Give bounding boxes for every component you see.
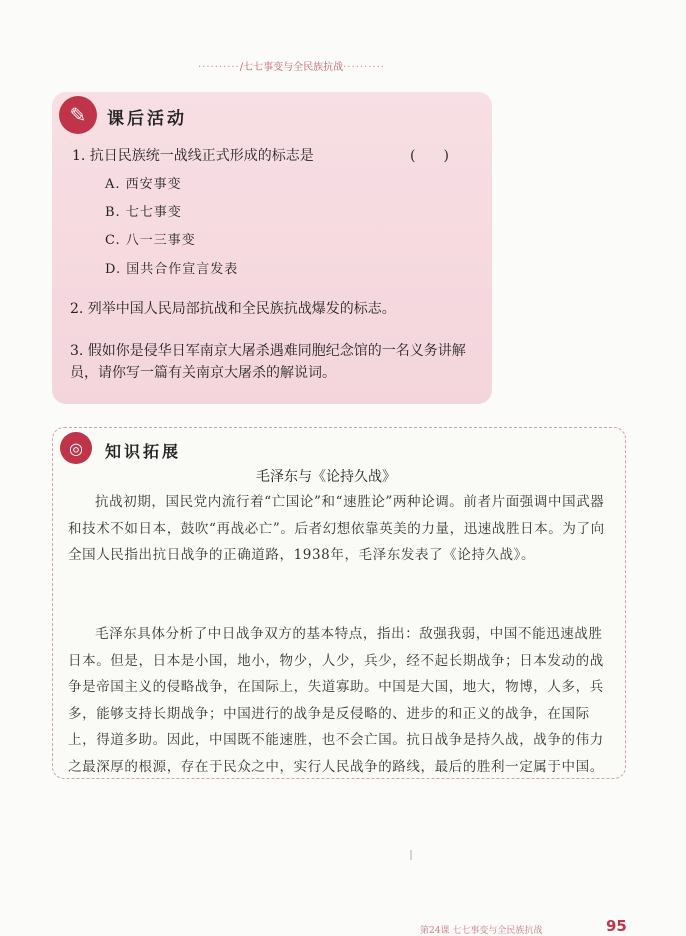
answer-bracket: ( ) [410,148,449,164]
article-paragraph-2: 毛泽东具体分析了中日战争双方的基本特点，指出：敌强我弱，中国不能迅速战胜日本。但是，日本是小国，地小，物少，人少，兵少，经不起长期战争；日本发动的战争是帝国主义的侵略战争，在国际上，失道寡助。中国是大国，地大，物博，人多，兵多，能够支持长期战争；中国进行的战争是反侵略的、进步的和正义的战争，在国际上，得道多助。因此，中国既不能速胜，也不会亡国。抗日战争是持久战，战争的伟力之最深厚的根源，存在于民众之中，实行人民战争的路线，最后的胜利一定属于中国。 [68,626,604,775]
running-header [198,58,488,78]
article-paragraph-1: 抗战初期，国民党内流行着“亡国论”和“速胜论”两种论调。前者片面强调中国武器和技术不如日本，鼓吹“再战必亡”。后者幻想依靠英美的力量，迅速战胜日本。为了向全国人民指出抗日战争的正确道路，1938年，毛泽东发表了《论持久战》。 [68,494,605,564]
header-title: /七七事变与全民族抗战 [239,62,344,73]
article-title: 毛泽东与《论持久战》 [256,469,396,485]
option-a: A. 西安事变 [105,177,182,192]
option-c: C. 八一三事变 [105,233,196,248]
activity-heading: 课后活动 [107,109,187,129]
target-icon: ◎ [60,432,92,464]
question-1: 1. 抗日民族统一战线正式形成的标志是 [72,148,314,164]
question-3: 3. 假如你是侵华日军南京大屠杀遇难同胞纪念馆的一名义务讲解员，请你写一篇有关南京大屠杀的解说词。 [70,343,466,381]
option-d: D. 国共合作宣言发表 [105,262,239,277]
header-dots-left: ·········· [198,62,240,73]
option-b: B. 七七事变 [105,205,182,220]
page-number: 95 [606,917,627,935]
knowledge-heading: 知识拓展 [105,442,182,461]
question-2: 2. 列举中国人民局部抗战和全民族抗战爆发的标志。 [70,301,396,317]
pencil-icon: ✎ [59,96,97,134]
header-dots-right: ·········· [343,62,385,73]
stray-mark [410,850,412,860]
running-footer: 第24课 七七事变与全民族抗战 [420,926,543,936]
